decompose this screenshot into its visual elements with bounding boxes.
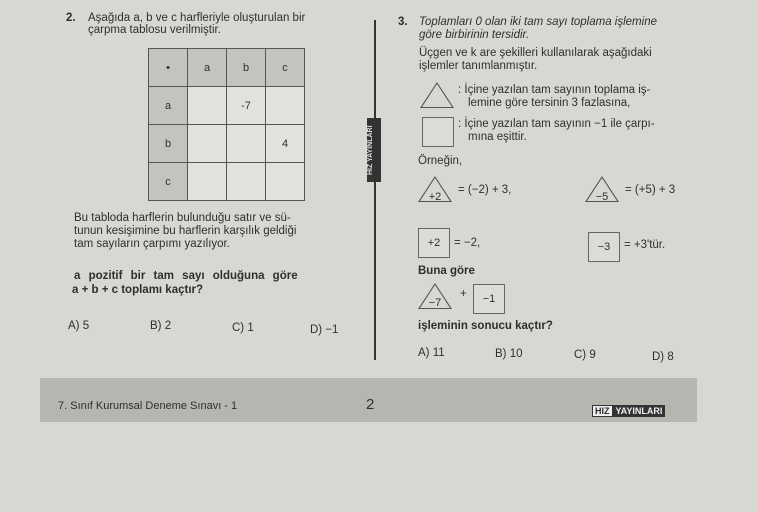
expr-plus: + bbox=[460, 288, 467, 300]
q2-body1: Bu tabloda harflerin bulunduğu satır ve sü- bbox=[74, 212, 291, 224]
table-cell bbox=[188, 87, 227, 125]
buna-gore: Buna göre bbox=[418, 265, 475, 277]
q2-line2: çarpma tablosu verilmiştir. bbox=[88, 24, 221, 36]
triangle-result: = (+5) + 3 bbox=[625, 184, 676, 196]
table-header-cell: • bbox=[149, 49, 188, 87]
logo-part: YAYINLARI bbox=[613, 405, 666, 417]
triangle-value: +2 bbox=[428, 191, 442, 203]
exam-name: 7. Sınıf Kurumsal Deneme Sınavı - 1 bbox=[58, 400, 238, 412]
table-cell bbox=[188, 125, 227, 163]
q2-line1: Aşağıda a, b ve c harfleriyle oluşturulan bir bbox=[88, 12, 306, 24]
table-cell: -7 bbox=[227, 87, 266, 125]
square-box: −3 bbox=[588, 232, 620, 262]
q3-tri-def1: : İçine yazılan tam sayının toplama iş- bbox=[458, 84, 651, 96]
q2-question2: a + b + c toplamı kaçtır? bbox=[72, 284, 204, 296]
example-label: Örneğin, bbox=[418, 155, 463, 167]
publisher-logo bbox=[592, 401, 665, 419]
q2-body3: tam sayıların çarpımı yazılıyor. bbox=[74, 238, 230, 250]
square-box: +2 bbox=[418, 228, 450, 258]
q3-sq-def1: : İçine yazılan tam sayının −1 ile çarpı- bbox=[458, 118, 655, 130]
table-cell bbox=[188, 163, 227, 201]
q2-option-c[interactable]: C) 1 bbox=[232, 322, 254, 334]
table-header-cell: c bbox=[266, 49, 305, 87]
q2-question1: a pozitif bir tam sayı olduğuna göre bbox=[74, 270, 298, 282]
table-header-cell: a bbox=[188, 49, 227, 87]
logo-part: HIZ bbox=[592, 405, 613, 417]
triangle-value: −5 bbox=[595, 191, 609, 203]
table-cell bbox=[266, 87, 305, 125]
q3-option-a[interactable]: A) 11 bbox=[418, 347, 445, 359]
q2-option-a[interactable]: A) 5 bbox=[68, 320, 90, 332]
table-cell: 4 bbox=[266, 125, 305, 163]
triangle-icon bbox=[420, 82, 454, 108]
column-divider bbox=[374, 20, 376, 360]
q3-sq-def2: mına eşittir. bbox=[468, 131, 527, 143]
expr-square: −1 bbox=[473, 284, 505, 314]
q2-body2: tunun kesişimine bu harflerin karşılık geldiği bbox=[74, 225, 297, 237]
table-cell bbox=[227, 163, 266, 201]
table-row-header: c bbox=[149, 163, 188, 201]
q3-option-b[interactable]: B) 10 bbox=[495, 348, 523, 360]
q3-def1: Üçgen ve k are şekilleri kullanılarak aşağıdaki bbox=[419, 47, 652, 59]
q3-option-c[interactable]: C) 9 bbox=[574, 349, 596, 361]
table-cell bbox=[266, 163, 305, 201]
square-icon bbox=[422, 117, 454, 147]
q2-number: 2. bbox=[66, 12, 76, 24]
page-number: 2 bbox=[366, 396, 375, 413]
multiplication-table bbox=[148, 48, 305, 201]
q3-option-d[interactable]: D) 8 bbox=[652, 351, 674, 363]
table-row-header: b bbox=[149, 125, 188, 163]
triangle-result: = (−2) + 3, bbox=[458, 184, 512, 196]
q3-number: 3. bbox=[398, 16, 408, 28]
table-header-cell: b bbox=[227, 49, 266, 87]
q3-def2: işlemler tanımlanmıştır. bbox=[419, 60, 538, 72]
q3-tri-def2: lemine göre tersinin 3 fazlasına, bbox=[468, 97, 631, 109]
q3-question: işleminin sonucu kaçtır? bbox=[418, 320, 553, 332]
table-cell bbox=[227, 125, 266, 163]
q2-option-b[interactable]: B) 2 bbox=[150, 320, 172, 332]
divider-logo: HIZ YAYINLARI bbox=[367, 118, 381, 182]
expr-triangle-value: −7 bbox=[428, 297, 442, 309]
square-result: = +3'tür. bbox=[624, 239, 666, 251]
q3-intro1: Toplamları 0 olan iki tam sayı toplama işlemine bbox=[419, 16, 657, 28]
square-result: = −2, bbox=[454, 237, 481, 249]
q2-option-d[interactable]: D) −1 bbox=[310, 324, 339, 336]
table-row-header: a bbox=[149, 87, 188, 125]
q3-intro2: göre birbirinin tersidir. bbox=[419, 29, 530, 41]
